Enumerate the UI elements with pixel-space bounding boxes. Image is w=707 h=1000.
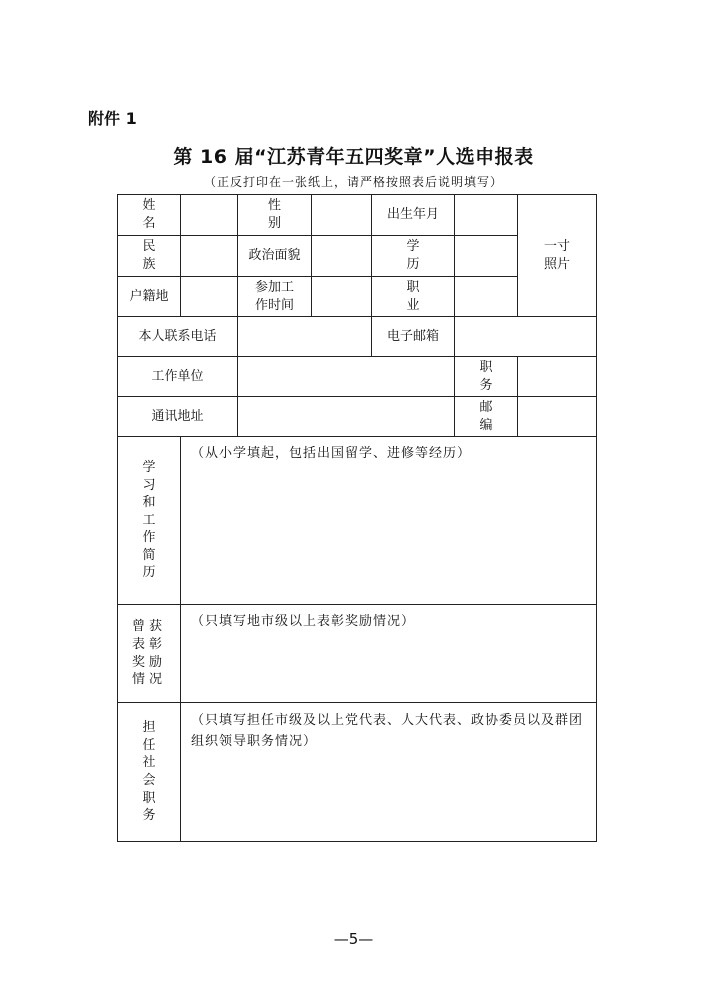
- form-subtitle: （正反打印在一张纸上，请严格按照表后说明填写）: [203, 175, 503, 189]
- political-status-label: 政治面貌: [238, 236, 312, 277]
- application-form-table: [117, 194, 597, 842]
- social-positions-field[interactable]: （只填写担任市级及以上党代表、人大代表、政协委员以及群团组织领导职务情况）: [191, 713, 584, 749]
- ethnicity-field[interactable]: [181, 236, 238, 277]
- address-field[interactable]: [238, 397, 455, 437]
- work-start-label: 参加工作时间: [238, 277, 312, 317]
- form-title: 第 16 届“江苏青年五四奖章”人选申报表: [173, 146, 534, 168]
- work-start-field[interactable]: [312, 277, 372, 317]
- hukou-field[interactable]: [181, 277, 238, 317]
- attachment-label: 附件 1: [88, 109, 137, 128]
- awards-label: 曾获表彰奖励情况: [118, 605, 181, 703]
- name-label: 姓名: [118, 195, 181, 236]
- birth-field[interactable]: [455, 195, 518, 236]
- position-label: 职务: [455, 357, 518, 397]
- occupation-field[interactable]: [455, 277, 518, 317]
- name-field[interactable]: [181, 195, 238, 236]
- email-field[interactable]: [455, 317, 596, 357]
- employer-label: 工作单位: [118, 357, 238, 397]
- phone-field[interactable]: [238, 317, 372, 357]
- occupation-label: 职业: [372, 277, 455, 317]
- resume-label: 学习和工作简历: [118, 437, 181, 605]
- postcode-label: 邮编: [455, 397, 518, 437]
- gender-field[interactable]: [312, 195, 372, 236]
- education-label: 学历: [372, 236, 455, 277]
- phone-label: 本人联系电话: [118, 317, 238, 357]
- employer-field[interactable]: [238, 357, 455, 397]
- gender-label: 性别: [238, 195, 312, 236]
- hukou-label: 户籍地: [118, 277, 181, 317]
- ethnicity-label: 民族: [118, 236, 181, 277]
- resume-field[interactable]: （从小学填起，包括出国留学、进修等经历）: [181, 437, 596, 605]
- education-field[interactable]: [455, 236, 518, 277]
- position-field[interactable]: [518, 357, 596, 397]
- email-label: 电子邮箱: [372, 317, 455, 357]
- birth-label: 出生年月: [372, 195, 455, 236]
- photo-placeholder[interactable]: 一寸照片: [518, 195, 596, 317]
- postcode-field[interactable]: [518, 397, 596, 437]
- address-label: 通讯地址: [118, 397, 238, 437]
- page-number: —5—: [333, 930, 374, 948]
- social-positions-label: 担任社会职务: [118, 703, 181, 841]
- political-status-field[interactable]: [312, 236, 372, 277]
- awards-field[interactable]: （只填写地市级以上表彰奖励情况）: [181, 605, 596, 703]
